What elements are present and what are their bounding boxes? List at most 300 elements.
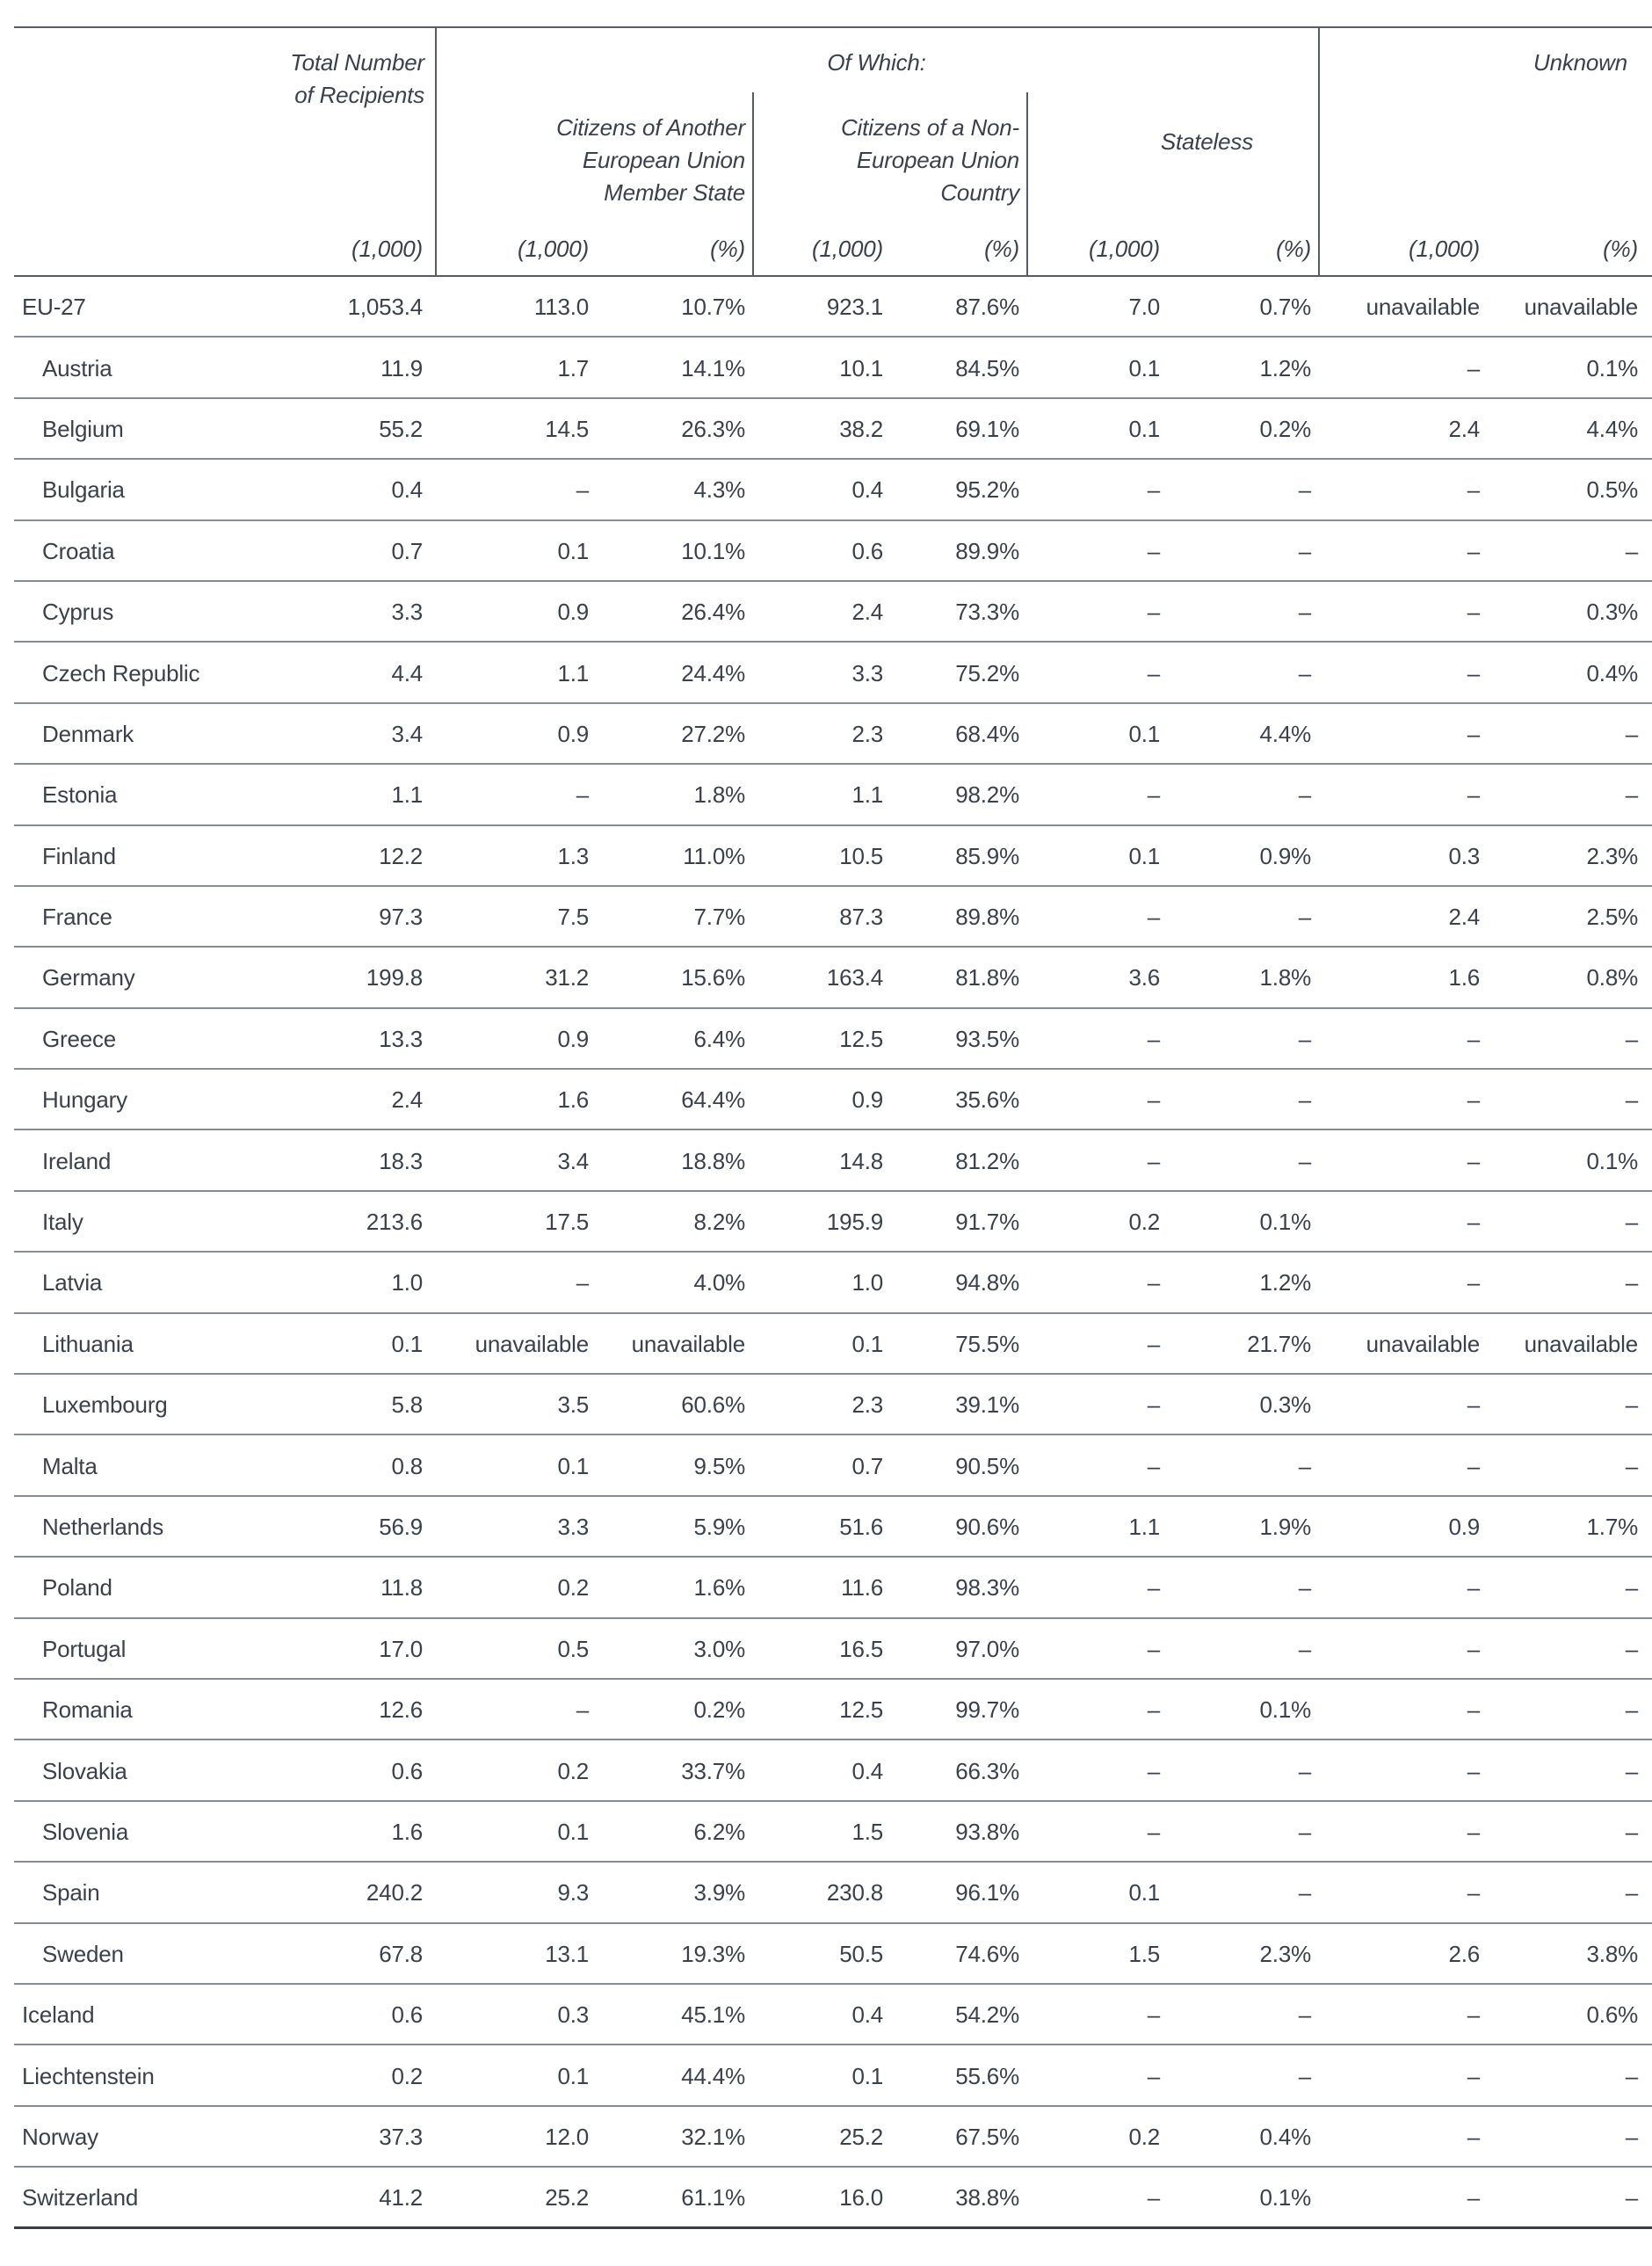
stateless-thousand-cell: 0.1 — [1128, 720, 1160, 747]
total-cell: 199.8 — [366, 964, 423, 991]
total-cell: 4.4 — [391, 659, 423, 686]
country-cell: Hungary — [42, 1086, 127, 1114]
another-eu-percent-cell: unavailable — [631, 1330, 745, 1357]
non-eu-percent-cell: 89.9% — [955, 537, 1019, 564]
non-eu-thousand-cell: 923.1 — [826, 294, 883, 321]
total-cell: 1.6 — [391, 1818, 423, 1845]
stateless-thousand-cell: 1.1 — [1128, 1514, 1160, 1540]
another-eu-thousand-cell: 13.1 — [545, 1940, 589, 1967]
header-divider-unknown — [1318, 27, 1320, 275]
non-eu-percent-cell: 93.5% — [955, 1025, 1019, 1052]
country-cell: Czech Republic — [42, 659, 200, 686]
country-cell: Slovakia — [42, 1757, 127, 1784]
stateless-percent-cell: 0.9% — [1259, 842, 1311, 869]
non-eu-percent-cell: 96.1% — [955, 1879, 1019, 1906]
country-cell: Liechtenstein — [22, 2062, 155, 2089]
table-row — [0, 277, 1652, 338]
total-cell: 13.3 — [379, 1025, 423, 1052]
country-cell: Greece — [42, 1025, 117, 1052]
unknown-percent-cell: – — [1625, 1879, 1638, 1906]
country-cell: Romania — [42, 1696, 133, 1724]
unknown-percent-cell: – — [1625, 1269, 1638, 1296]
total-cell: 240.2 — [366, 1879, 423, 1906]
non-eu-thousand-cell: 14.8 — [839, 1147, 883, 1174]
another-eu-percent-cell: 19.3% — [681, 1940, 745, 1967]
stateless-percent-cell: 0.3% — [1259, 1391, 1311, 1419]
unknown-percent-cell: – — [1625, 1635, 1638, 1662]
unknown-thousand-cell: – — [1467, 1147, 1480, 1174]
non-eu-percent-cell: 74.6% — [955, 1940, 1019, 1967]
table-row — [0, 887, 1652, 948]
table-row — [0, 582, 1652, 643]
country-cell: Norway — [22, 2123, 98, 2150]
country-cell: Italy — [42, 1209, 83, 1236]
another-eu-percent-cell: 0.2% — [693, 1696, 745, 1724]
unknown-thousand-cell: – — [1467, 1269, 1480, 1296]
another-eu-percent-cell: 26.3% — [681, 415, 745, 442]
non-eu-thousand-cell: 10.1 — [839, 354, 883, 381]
stateless-thousand-cell: 3.6 — [1128, 964, 1160, 991]
non-eu-thousand-cell: 0.4 — [851, 1757, 883, 1784]
stateless-thousand-cell: – — [1147, 659, 1160, 686]
total-cell: 0.7 — [391, 537, 423, 564]
country-cell: Bulgaria — [42, 476, 125, 504]
unknown-percent-cell: – — [1625, 1086, 1638, 1114]
col-header-total-recipients — [0, 47, 424, 112]
country-cell: Denmark — [42, 720, 134, 747]
table-row — [0, 704, 1652, 765]
stateless-thousand-cell: – — [1147, 1452, 1160, 1479]
stateless-percent-cell: – — [1298, 1574, 1311, 1601]
stateless-percent-cell: – — [1298, 1452, 1311, 1479]
stateless-percent-cell: 0.7% — [1259, 294, 1311, 321]
table-row — [0, 1435, 1652, 1496]
stateless-thousand-cell: – — [1147, 537, 1160, 564]
table-row — [0, 1375, 1652, 1435]
unknown-thousand-cell: 0.3 — [1448, 842, 1480, 869]
country-cell: Ireland — [42, 1147, 112, 1174]
unknown-percent-cell: 2.3% — [1586, 842, 1638, 869]
another-eu-thousand-cell: 0.9 — [557, 1025, 589, 1052]
country-cell: Sweden — [42, 1940, 124, 1967]
unit-total-thousand: (1,000) — [351, 235, 423, 262]
header-divider-non-eu — [1026, 92, 1028, 275]
another-eu-percent-cell: 5.9% — [693, 1514, 745, 1540]
country-cell: Latvia — [42, 1269, 103, 1296]
country-cell: Iceland — [22, 2001, 95, 2029]
another-eu-percent-cell: 8.2% — [693, 1209, 745, 1236]
country-cell: Switzerland — [22, 2184, 139, 2212]
country-cell: Netherlands — [42, 1514, 163, 1540]
stateless-thousand-cell: – — [1147, 1391, 1160, 1419]
country-cell: Finland — [42, 842, 116, 869]
total-cell: 0.1 — [391, 1330, 423, 1357]
total-cell: 0.6 — [391, 1757, 423, 1784]
non-eu-percent-cell: 99.7% — [955, 1696, 1019, 1724]
total-cell: 56.9 — [379, 1514, 423, 1540]
another-eu-percent-cell: 14.1% — [681, 354, 745, 381]
stateless-percent-cell: 1.2% — [1259, 354, 1311, 381]
another-eu-thousand-cell: 0.1 — [557, 2062, 589, 2089]
stateless-thousand-cell: – — [1147, 1025, 1160, 1052]
non-eu-thousand-cell: 0.6 — [851, 537, 883, 564]
another-eu-percent-cell: 1.6% — [693, 1574, 745, 1601]
another-eu-thousand-cell: 1.3 — [557, 842, 589, 869]
unknown-percent-cell: – — [1625, 1818, 1638, 1845]
col-header-stateless: Stateless — [1160, 128, 1253, 155]
total-cell: 11.8 — [380, 1574, 423, 1601]
unknown-thousand-cell: – — [1467, 1452, 1480, 1479]
another-eu-percent-cell: 32.1% — [681, 2123, 745, 2150]
table-row — [0, 2107, 1652, 2168]
unknown-thousand-cell: 1.6 — [1448, 964, 1480, 991]
unknown-thousand-cell: – — [1467, 1209, 1480, 1236]
unknown-percent-cell: 0.1% — [1586, 354, 1638, 381]
non-eu-thousand-cell: 12.5 — [839, 1696, 883, 1724]
another-eu-percent-cell: 6.4% — [693, 1025, 745, 1052]
non-eu-percent-cell: 85.9% — [955, 842, 1019, 869]
col-header-total-line1: Total Number — [290, 49, 424, 76]
col-header-of-which: Of Which: — [827, 49, 926, 76]
unknown-thousand-cell: – — [1467, 2062, 1480, 2089]
non-eu-thousand-cell: 87.3 — [839, 904, 883, 931]
another-eu-thousand-cell: – — [576, 781, 589, 809]
stateless-percent-cell: – — [1298, 1025, 1311, 1052]
stateless-percent-cell: – — [1298, 904, 1311, 931]
table-row — [0, 1802, 1652, 1863]
non-eu-percent-cell: 95.2% — [955, 476, 1019, 504]
another-eu-thousand-cell: 0.3 — [557, 2001, 589, 2029]
non-eu-thousand-cell: 0.9 — [851, 1086, 883, 1114]
non-eu-percent-cell: 67.5% — [955, 2123, 1019, 2150]
another-eu-thousand-cell: 0.5 — [557, 1635, 589, 1662]
total-cell: 11.9 — [380, 354, 423, 381]
table-row — [0, 1558, 1652, 1618]
unknown-percent-cell: – — [1625, 1452, 1638, 1479]
another-eu-percent-cell: 10.1% — [681, 537, 745, 564]
unknown-percent-cell: 0.6% — [1586, 2001, 1638, 2029]
stateless-thousand-cell: – — [1147, 1330, 1160, 1357]
country-cell: France — [42, 904, 112, 931]
total-cell: 37.3 — [379, 2123, 423, 2150]
another-eu-thousand-cell: 12.0 — [545, 2123, 589, 2150]
stateless-thousand-cell: – — [1147, 2184, 1160, 2212]
total-cell: 1,053.4 — [347, 294, 423, 321]
another-eu-percent-cell: 15.6% — [681, 964, 745, 991]
unknown-thousand-cell: 2.4 — [1448, 415, 1480, 442]
col-header-another-eu-line3: Member State — [604, 179, 745, 206]
stateless-percent-cell: 0.1% — [1259, 1209, 1311, 1236]
stateless-thousand-cell: – — [1147, 599, 1160, 626]
unknown-percent-cell: – — [1625, 2062, 1638, 2089]
non-eu-thousand-cell: 38.2 — [839, 415, 883, 442]
another-eu-thousand-cell: 17.5 — [545, 1209, 589, 1236]
stateless-percent-cell: – — [1298, 1818, 1311, 1845]
country-cell: Germany — [42, 964, 135, 991]
stateless-thousand-cell: – — [1147, 1574, 1160, 1601]
unknown-thousand-cell: – — [1467, 537, 1480, 564]
stateless-thousand-cell: 1.5 — [1128, 1940, 1160, 1967]
non-eu-percent-cell: 54.2% — [955, 2001, 1019, 2029]
non-eu-thousand-cell: 10.5 — [839, 842, 883, 869]
stateless-thousand-cell: 0.1 — [1128, 1879, 1160, 1906]
another-eu-thousand-cell: 1.7 — [557, 354, 589, 381]
unknown-thousand-cell: – — [1467, 2184, 1480, 2212]
unknown-percent-cell: – — [1625, 2123, 1638, 2150]
stateless-percent-cell: – — [1298, 659, 1311, 686]
another-eu-percent-cell: 60.6% — [681, 1391, 745, 1419]
unknown-percent-cell: 2.5% — [1586, 904, 1638, 931]
non-eu-percent-cell: 93.8% — [955, 1818, 1019, 1845]
unknown-percent-cell: 0.1% — [1586, 1147, 1638, 1174]
stateless-thousand-cell: 0.2 — [1128, 2123, 1160, 2150]
another-eu-percent-cell: 61.1% — [681, 2184, 745, 2212]
stateless-thousand-cell: 0.2 — [1128, 1209, 1160, 1236]
total-cell: 97.3 — [379, 904, 423, 931]
unknown-thousand-cell: – — [1467, 599, 1480, 626]
table-row — [0, 2168, 1652, 2228]
non-eu-percent-cell: 55.6% — [955, 2062, 1019, 2089]
table-row — [0, 338, 1652, 398]
total-cell: 0.6 — [391, 2001, 423, 2029]
table-row — [0, 460, 1652, 520]
another-eu-thousand-cell: – — [576, 1696, 589, 1724]
unknown-thousand-cell: – — [1467, 1025, 1480, 1052]
another-eu-thousand-cell: 0.1 — [557, 537, 589, 564]
another-eu-percent-cell: 9.5% — [693, 1452, 745, 1479]
table-row — [0, 399, 1652, 460]
total-cell: 5.8 — [391, 1391, 423, 1419]
country-cell: Croatia — [42, 537, 115, 564]
stateless-percent-cell: – — [1298, 1635, 1311, 1662]
stateless-percent-cell: – — [1298, 1879, 1311, 1906]
non-eu-thousand-cell: 11.6 — [841, 1574, 883, 1601]
unknown-percent-cell: unavailable — [1524, 294, 1638, 321]
country-cell: Estonia — [42, 781, 118, 809]
non-eu-thousand-cell: 0.1 — [851, 1330, 883, 1357]
stateless-thousand-cell: – — [1147, 2062, 1160, 2089]
another-eu-thousand-cell: 7.5 — [557, 904, 589, 931]
stateless-percent-cell: – — [1298, 599, 1311, 626]
total-cell: 1.0 — [391, 1269, 423, 1296]
total-cell: 67.8 — [379, 1940, 423, 1967]
unknown-percent-cell: – — [1625, 2184, 1638, 2212]
country-cell: Lithuania — [42, 1330, 134, 1357]
col-header-non-eu-line1: Citizens of a Non- — [840, 114, 1019, 141]
another-eu-thousand-cell: 9.3 — [557, 1879, 589, 1906]
non-eu-percent-cell: 98.3% — [955, 1574, 1019, 1601]
unknown-thousand-cell: 0.9 — [1448, 1514, 1480, 1540]
another-eu-thousand-cell: 0.9 — [557, 599, 589, 626]
unknown-thousand-cell: – — [1467, 659, 1480, 686]
another-eu-thousand-cell: 31.2 — [545, 964, 589, 991]
stateless-percent-cell: – — [1298, 781, 1311, 809]
non-eu-thousand-cell: 0.4 — [851, 476, 883, 504]
another-eu-percent-cell: 11.0% — [683, 842, 745, 869]
table-row — [0, 2045, 1652, 2106]
another-eu-thousand-cell: 0.1 — [557, 1818, 589, 1845]
stateless-percent-cell: 2.3% — [1259, 1940, 1311, 1967]
country-cell: EU-27 — [22, 294, 86, 321]
unknown-thousand-cell: – — [1467, 1574, 1480, 1601]
country-cell: Cyprus — [42, 599, 114, 626]
col-header-another-eu-line2: European Union — [582, 147, 745, 173]
stateless-percent-cell: 1.8% — [1259, 964, 1311, 991]
non-eu-percent-cell: 75.5% — [955, 1330, 1019, 1357]
table-row — [0, 826, 1652, 887]
total-cell: 55.2 — [379, 415, 423, 442]
col-header-another-eu — [435, 112, 745, 209]
country-cell: Austria — [42, 354, 112, 381]
unknown-thousand-cell: – — [1467, 781, 1480, 809]
stateless-thousand-cell: 7.0 — [1128, 294, 1160, 321]
non-eu-thousand-cell: 16.0 — [839, 2184, 883, 2212]
stateless-thousand-cell: 0.1 — [1128, 354, 1160, 381]
stateless-percent-cell: 1.2% — [1259, 1269, 1311, 1296]
unknown-thousand-cell: – — [1467, 476, 1480, 504]
non-eu-percent-cell: 89.8% — [955, 904, 1019, 931]
non-eu-percent-cell: 97.0% — [955, 1635, 1019, 1662]
non-eu-percent-cell: 94.8% — [955, 1269, 1019, 1296]
country-cell: Slovenia — [42, 1818, 129, 1845]
non-eu-thousand-cell: 25.2 — [839, 2123, 883, 2150]
another-eu-percent-cell: 1.8% — [693, 781, 745, 809]
table-row — [0, 765, 1652, 825]
unknown-percent-cell: 0.8% — [1586, 964, 1638, 991]
country-cell: Portugal — [42, 1635, 127, 1662]
another-eu-thousand-cell: – — [576, 1269, 589, 1296]
unknown-percent-cell: – — [1625, 781, 1638, 809]
another-eu-thousand-cell: 0.2 — [557, 1757, 589, 1784]
country-cell: Poland — [42, 1574, 112, 1601]
another-eu-percent-cell: 26.4% — [681, 599, 745, 626]
stateless-percent-cell: 0.4% — [1259, 2123, 1311, 2150]
table-row — [0, 1680, 1652, 1740]
stateless-thousand-cell: – — [1147, 1696, 1160, 1724]
unknown-thousand-cell: – — [1467, 2123, 1480, 2150]
unknown-percent-cell: 0.4% — [1586, 659, 1638, 686]
stateless-percent-cell: 0.1% — [1259, 1696, 1311, 1724]
table-row — [0, 1192, 1652, 1253]
non-eu-percent-cell: 98.2% — [955, 781, 1019, 809]
unit-stateless-percent: (%) — [1276, 235, 1311, 262]
another-eu-thousand-cell: 3.3 — [557, 1514, 589, 1540]
total-cell: 3.3 — [391, 599, 423, 626]
unknown-thousand-cell: – — [1467, 1879, 1480, 1906]
unknown-percent-cell: 4.4% — [1586, 415, 1638, 442]
stateless-percent-cell: – — [1298, 476, 1311, 504]
stateless-thousand-cell: – — [1147, 1818, 1160, 1845]
non-eu-percent-cell: 81.2% — [955, 1147, 1019, 1174]
non-eu-thousand-cell: 51.6 — [839, 1514, 883, 1540]
total-cell: 12.6 — [379, 1696, 423, 1724]
stateless-thousand-cell: 0.1 — [1128, 842, 1160, 869]
another-eu-thousand-cell: 0.9 — [557, 720, 589, 747]
another-eu-thousand-cell: unavailable — [475, 1330, 589, 1357]
another-eu-percent-cell: 64.4% — [681, 1086, 745, 1114]
unknown-percent-cell: – — [1625, 1209, 1638, 1236]
col-header-non-eu-line2: European Union — [856, 147, 1019, 173]
unknown-percent-cell: – — [1625, 1025, 1638, 1052]
table-row — [0, 1863, 1652, 1923]
unknown-thousand-cell: 2.6 — [1448, 1940, 1480, 1967]
non-eu-percent-cell: 81.8% — [955, 964, 1019, 991]
total-cell: 0.4 — [391, 476, 423, 504]
unknown-thousand-cell: unavailable — [1366, 1330, 1480, 1357]
non-eu-thousand-cell: 1.0 — [851, 1269, 883, 1296]
unit-unknown-percent: (%) — [1603, 235, 1638, 262]
another-eu-percent-cell: 18.8% — [681, 1147, 745, 1174]
unknown-percent-cell: – — [1625, 1696, 1638, 1724]
total-cell: 18.3 — [379, 1147, 423, 1174]
unit-label-row — [0, 225, 1652, 272]
unit-unknown-thousand: (1,000) — [1409, 235, 1480, 262]
stateless-percent-cell: – — [1298, 537, 1311, 564]
non-eu-percent-cell: 73.3% — [955, 599, 1019, 626]
non-eu-thousand-cell: 50.5 — [839, 1940, 883, 1967]
non-eu-thousand-cell: 0.4 — [851, 2001, 883, 2029]
another-eu-percent-cell: 3.0% — [693, 1635, 745, 1662]
non-eu-thousand-cell: 16.5 — [839, 1635, 883, 1662]
non-eu-percent-cell: 90.5% — [955, 1452, 1019, 1479]
another-eu-percent-cell: 7.7% — [693, 904, 745, 931]
unknown-thousand-cell: – — [1467, 1391, 1480, 1419]
non-eu-percent-cell: 68.4% — [955, 720, 1019, 747]
non-eu-thousand-cell: 163.4 — [826, 964, 883, 991]
another-eu-thousand-cell: 14.5 — [545, 415, 589, 442]
stateless-percent-cell: – — [1298, 1086, 1311, 1114]
unknown-percent-cell: – — [1625, 537, 1638, 564]
unknown-percent-cell: – — [1625, 720, 1638, 747]
total-cell: 213.6 — [366, 1209, 423, 1236]
unknown-thousand-cell: – — [1467, 1086, 1480, 1114]
another-eu-thousand-cell: 1.6 — [557, 1086, 589, 1114]
non-eu-percent-cell: 66.3% — [955, 1757, 1019, 1784]
non-eu-thousand-cell: 2.3 — [851, 1391, 883, 1419]
stateless-thousand-cell: – — [1147, 1635, 1160, 1662]
non-eu-thousand-cell: 2.3 — [851, 720, 883, 747]
another-eu-thousand-cell: – — [576, 476, 589, 504]
total-cell: 12.2 — [379, 842, 423, 869]
another-eu-percent-cell: 4.0% — [693, 1269, 745, 1296]
unknown-thousand-cell: – — [1467, 1696, 1480, 1724]
total-cell: 2.4 — [391, 1086, 423, 1114]
table-row — [0, 1070, 1652, 1130]
stateless-percent-cell: 21.7% — [1247, 1330, 1311, 1357]
country-cell: Malta — [42, 1452, 98, 1479]
unknown-thousand-cell: – — [1467, 1757, 1480, 1784]
table-row — [0, 1619, 1652, 1680]
unit-another-eu-percent: (%) — [710, 235, 745, 262]
stateless-thousand-cell: – — [1147, 904, 1160, 931]
non-eu-percent-cell: 87.6% — [955, 294, 1019, 321]
header-divider-total — [435, 27, 437, 275]
table-top-border — [14, 26, 1652, 28]
non-eu-percent-cell: 84.5% — [955, 354, 1019, 381]
non-eu-thousand-cell: 12.5 — [839, 1025, 883, 1052]
stateless-percent-cell: 1.9% — [1259, 1514, 1311, 1540]
unit-non-eu-thousand: (1,000) — [812, 235, 883, 262]
col-header-non-eu-line3: Country — [940, 179, 1019, 206]
another-eu-percent-cell: 33.7% — [681, 1757, 745, 1784]
non-eu-thousand-cell: 230.8 — [826, 1879, 883, 1906]
unknown-thousand-cell: – — [1467, 720, 1480, 747]
table-body — [0, 277, 1652, 2229]
table-row — [0, 521, 1652, 582]
header-divider-another-eu — [752, 92, 754, 275]
unknown-thousand-cell: – — [1467, 354, 1480, 381]
stateless-percent-cell: – — [1298, 1147, 1311, 1174]
